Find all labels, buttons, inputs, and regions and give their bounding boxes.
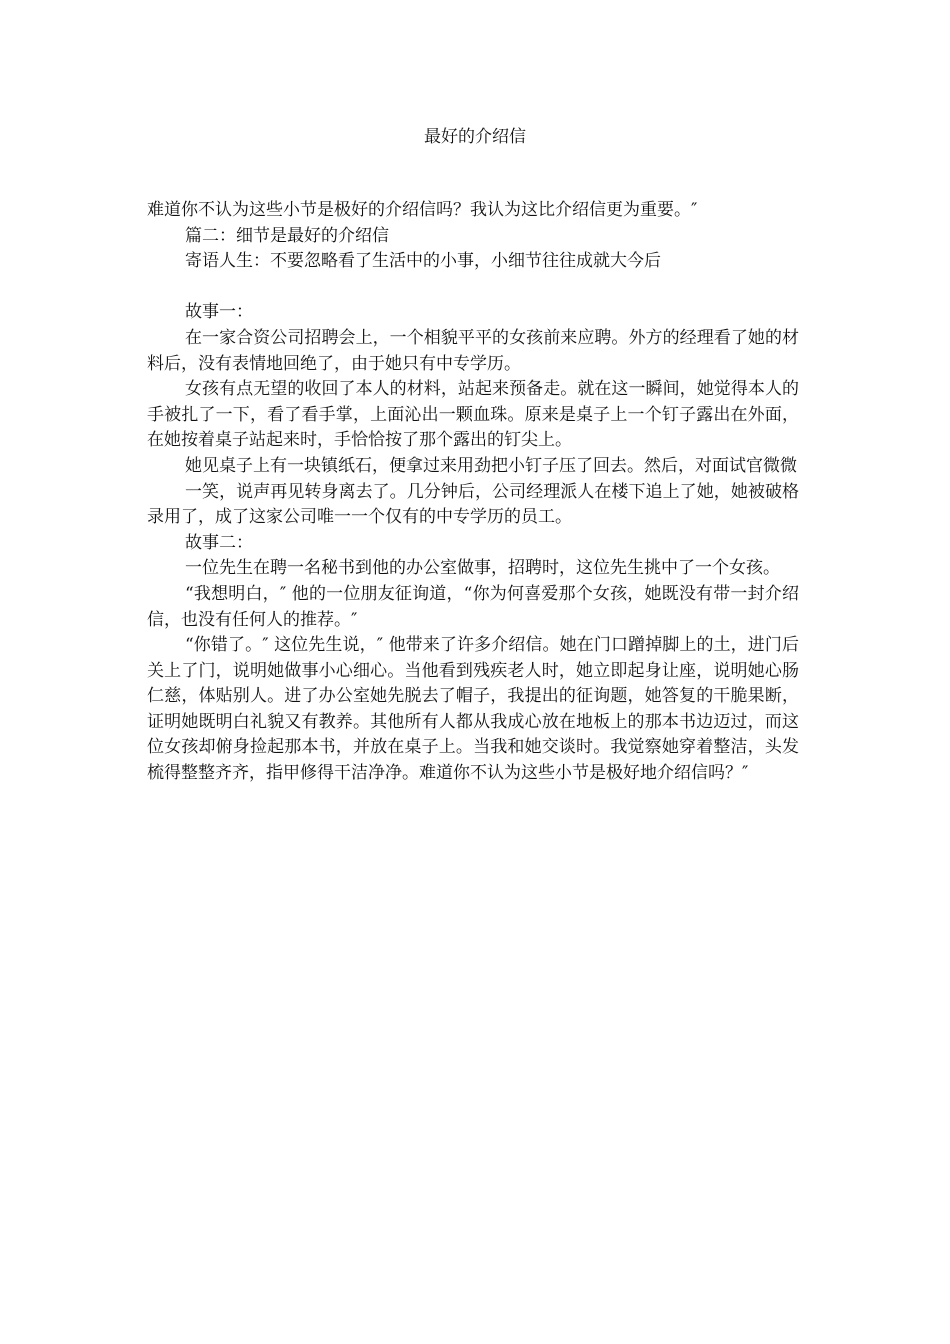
story-one-paragraph: 她见桌子上有一块镇纸石，便拿过来用劲把小钉子压了回去。然后，对面试官微微 [185, 455, 797, 476]
paragraph-intro-quote: 难道你不认为这些小节是极好的介绍信吗？我认为这比介绍信更为重要。″ [147, 200, 698, 220]
story-one-paragraph: 女孩有点无望的收回了本人的材料，站起来预备走。就在这一瞬间，她觉得本人的手被扎了一下，看了看手掌，上面沁出一颗血珠。原来是桌子上一个钉子露出在外面，在她按着桌子站起来时，手恰恰按了那个露出的钉尖上。 [147, 379, 799, 451]
story-one-paragraph: 一笑，说声再见转身离去了。几分钟后，公司经理派人在楼下追上了她，她被破格录用了，成了这家公司唯一一个仅有的中专学历的员工。 [147, 481, 799, 528]
paragraph-spacer [147, 275, 799, 301]
story-one-paragraph: 在一家合资公司招聘会上，一个相貌平平的女孩前来应聘。外方的经理看了她的材料后，没有表情地回绝了，由于她只有中专学历。 [147, 327, 799, 374]
paragraph-motto: 寄语人生：不要忽略看了生活中的小事，小细节往往成就大今后 [185, 251, 661, 272]
document-body [147, 198, 799, 787]
paragraph-section-heading: 篇二：细节是最好的介绍信 [185, 225, 389, 246]
story-two-heading: 故事二： [185, 532, 253, 553]
story-two-paragraph: “我想明白，″ 他的一位朋友征询道，“你为何喜爱那个女孩，她既没有带一封介绍信，也没有任何人的推荐。″ [147, 583, 799, 630]
document-title: 最好的介绍信 [424, 127, 526, 147]
story-two-paragraph: “你错了。″ 这位先生说，″ 他带来了许多介绍信。她在门口蹭掉脚上的土，进门后关上了门，说明她做事小心细心。当他看到残疾老人时，她立即起身让座，说明她心肠仁慈，体贴别人。进了办公室她先脱去了帽子，我提出的征询题，她答复的干脆果断，证明她既明白礼貌又有教养。其他所有人都从我成心放在地板上的那本书边迈过，而这位女孩却俯身捡起那本书，并放在桌子上。当我和她交谈时。我觉察她穿着整洁，头发梳得整整齐齐，指甲修得干洁净净。难道你不认为这些小节是极好地介绍信吗？″ [147, 635, 799, 784]
story-one-heading: 故事一： [185, 302, 253, 323]
story-two-paragraph: 一位先生在聘一名秘书到他的办公室做事，招聘时，这位先生挑中了一个女孩。 [185, 558, 780, 579]
